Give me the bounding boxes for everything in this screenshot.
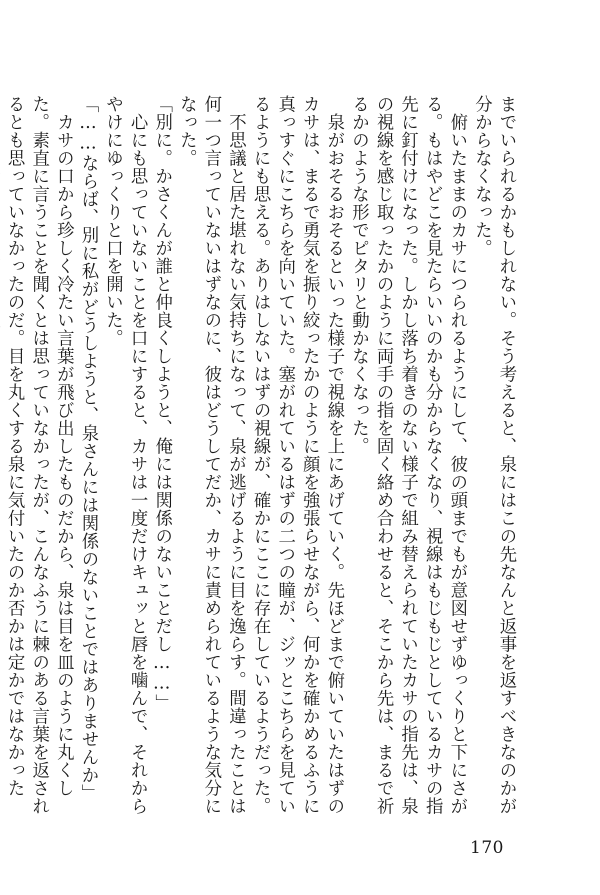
- paragraph: 泉がおそるおそるといった様子で視線を上にあげていく。先ほどまで俯いていたはずのカサは、まるで勇気を振り絞ったかのように顔を強張らせながら、何かを確かめるふうに真っすぐにこちらを向いていた。塞がれているはずの二つの瞳が、ジッとこちらを見ているようにも思える。ありはしないはずの視線が、確かにここに存在しているようだった。: [250, 95, 344, 815]
- dialogue-line: 「別に。かさくんが誰と仲良くしようと、俺には関係のないことだし……」: [151, 95, 172, 713]
- paragraph: 俯いたままのカサにつられるようにして、彼の頭までもが意図せずゆっくりと下にさがる。もはやどこを見たらいいのかも分からなくなり、視線はもじもじとしているカサの指先に釘付けになった。しかし落ち着きのない様子で組み替えられていたカサの指先は、泉の視線を感じ取ったかのように両手の指を固く絡め合わせると、そこから先は、まるで祈るかのような形でピタリと動かなくなった。: [348, 95, 467, 815]
- paragraph: カサの口から珍しく冷たい言葉が飛び出したものだから、泉は目を皿のように丸くした。素直に言うことを聞くとは思っていなかったが、こんなふうに棘のある言葉を返されるとも思っていなかったのだ。目を丸くする泉に気付いたのか否かは定かではなかった: [4, 95, 74, 815]
- page-number: 170: [470, 838, 504, 858]
- dialogue-line: 「……ならば、別に私がどうしようと、泉さんには関係のないことではありませんか」: [77, 95, 98, 803]
- paragraph: までいられるかもしれない。そう考えると、泉にはこの先なんと返事を返すべきなのかが分からなくなった。: [471, 95, 516, 815]
- paragraph: 心にも思っていないことを口にすると、カサは一度だけキュッと唇を噛んで、それからやけにゆっくりと口を開いた。: [102, 95, 148, 815]
- vertical-text-block: [4, 95, 518, 817]
- paragraph: 不思議と居た堪れない気持ちになって、泉が逃げるように目を逸らす。間違ったことは何一つ言っていないはずなのに、彼はどうしてだか、カサに責められているような気分になった。: [176, 95, 246, 815]
